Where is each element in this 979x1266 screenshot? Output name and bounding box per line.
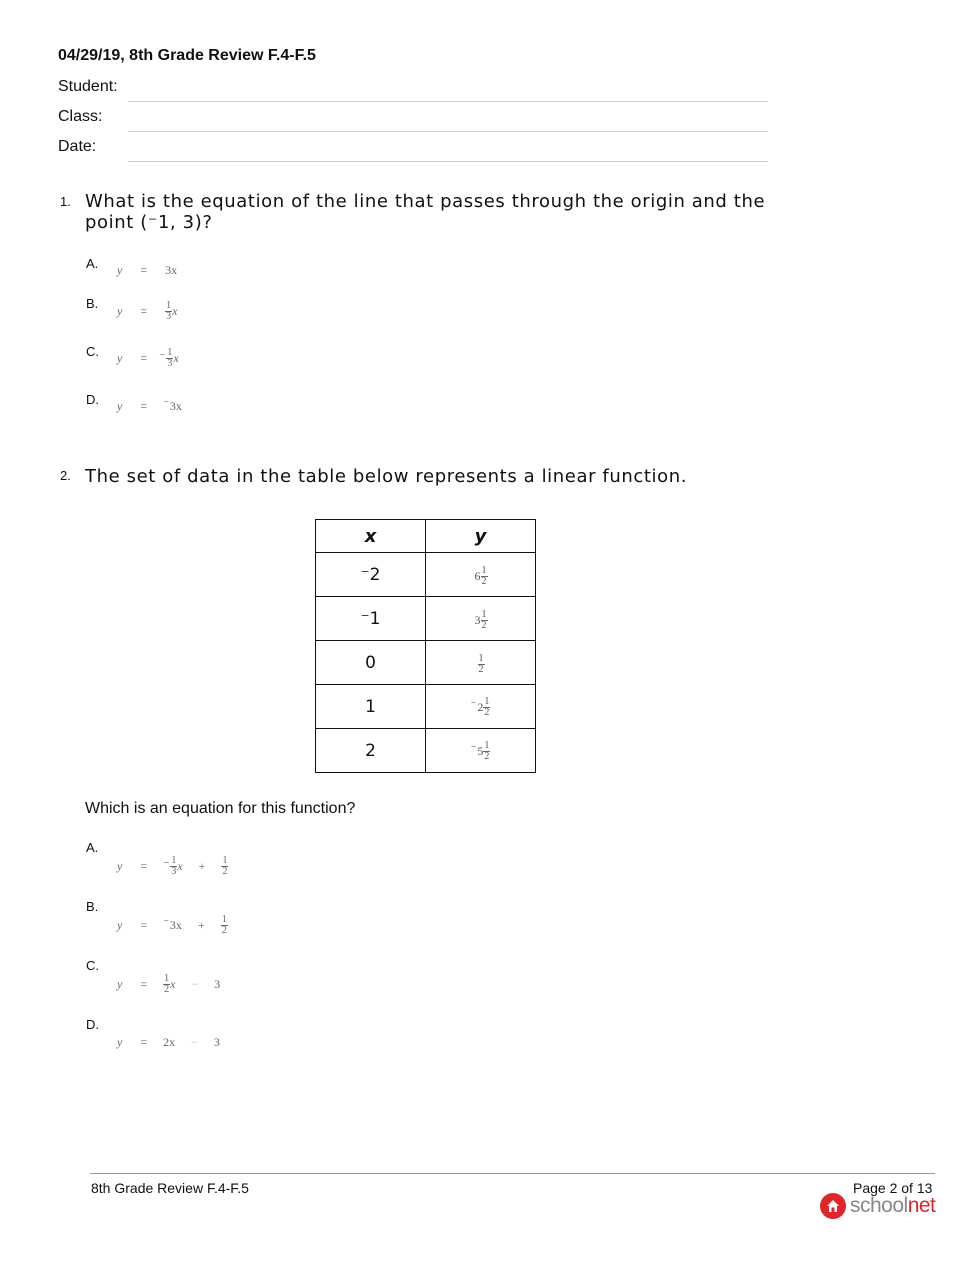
date-line [128,161,768,162]
table-header-x: x [316,520,426,553]
table-cell-x: ⁻2 [316,553,426,597]
frac-den: 3 [171,865,177,877]
math-eq: = [140,398,148,413]
math-fraction [483,697,490,718]
math-var: x [177,858,183,873]
table-header-y: y [426,520,536,553]
math-operator: − [191,976,199,991]
math-var: y [117,350,123,365]
table-cell-y [426,553,536,597]
frac-num: 1 [484,739,490,751]
table-row [316,685,536,729]
schoolnet-logo [820,1193,935,1219]
frac-den: 3 [167,357,173,369]
q1-option-c-math [117,341,179,375]
frac-den: 2 [484,706,490,718]
math-eq: = [140,262,148,277]
math-constant: 3 [213,1034,220,1049]
question-2-number: 2. [60,468,71,483]
q1-option-b-label: B. [86,296,99,311]
student-label: Student: [58,78,118,95]
math-var: x [172,303,178,318]
logo-text [850,1194,935,1218]
table-cell-x: 0 [316,641,426,685]
math-fraction [478,654,485,675]
house-icon [820,1193,846,1219]
frac-num: 1 [481,565,487,577]
math-var: y [117,858,123,873]
table-row [316,641,536,685]
q1-option-a-label: A. [86,256,99,271]
math-sign: ⁻ [470,742,477,755]
frac-num: 1 [164,972,170,984]
frac-num: 1 [221,913,227,925]
table-cell-x: 1 [316,685,426,729]
q2-option-b-math [117,908,228,942]
frac-den: 2 [484,750,490,762]
frac-num: 1 [166,299,172,311]
table-cell-x: ⁻1 [316,597,426,641]
q2-option-a-label: A. [86,840,99,855]
math-var: y [117,398,123,413]
table-cell-y [426,685,536,729]
math-whole: 6 [474,569,481,584]
math-var: y [117,1034,123,1049]
frac-den: 2 [481,620,487,632]
math-constant: 3 [214,976,221,991]
math-sign: ⁻ [163,916,169,929]
math-operator: + [198,858,206,873]
q2-option-c-math [117,967,220,1001]
frac-den: 3 [166,310,172,322]
math-eq: = [140,976,148,991]
math-var: y [117,303,123,318]
question-2-prompt: Which is an equation for this function? [85,800,356,817]
frac-num: 1 [222,854,228,866]
math-sign: ⁻ [163,397,169,410]
table-cell-y [426,729,536,773]
math-sign: − [159,349,166,361]
math-eq: = [140,917,148,932]
math-whole: 5 [477,743,484,758]
math-eq: = [140,1034,148,1049]
class-line [128,131,768,132]
data-table [315,519,536,773]
table-cell-x: 2 [316,729,426,773]
table-row [316,553,536,597]
document-title: 04/29/19, 8th Grade Review F.4-F.5 [58,47,316,64]
student-line [128,101,768,102]
math-var: x [170,976,176,991]
q2-option-a-math [117,849,228,883]
frac-num: 1 [484,695,490,707]
q2-option-d-label: D. [86,1017,99,1032]
math-whole: 3 [474,613,481,628]
page-number: Page 2 of 13 [853,1180,933,1196]
q1-option-d-label: D. [86,392,99,407]
math-var: y [117,262,123,277]
question-1-number: 1. [60,194,71,209]
table-row [316,597,536,641]
math-fraction [483,741,490,762]
frac-num: 1 [481,609,487,621]
math-term: 2x [163,1034,176,1049]
question-1-text: What is the equation of the line that passes through the origin and the point (⁻1, 3)? [85,191,766,233]
math-operator: − [191,1034,198,1049]
math-whole: 2 [477,699,484,714]
frac-den: 2 [481,576,487,588]
frac-den: 2 [222,865,228,877]
math-var: y [117,917,123,932]
math-fraction [481,610,488,631]
math-eq: = [140,303,148,318]
date-label: Date: [58,138,97,155]
class-label: Class: [58,108,103,125]
math-var: x [173,350,179,365]
logo-text-school: school [850,1194,908,1217]
frac-num: 1 [478,653,484,665]
frac-den: 2 [221,924,227,936]
frac-den: 2 [478,664,484,676]
footer-document-name: 8th Grade Review F.4-F.5 [91,1180,249,1196]
math-fraction [221,856,228,877]
logo-text-net: net [907,1194,936,1217]
table-header-row [316,520,536,553]
math-rhs: 3x [169,398,182,413]
q1-option-d-math [117,389,182,423]
math-eq: = [140,350,148,365]
q2-option-c-label: C. [86,958,99,973]
math-var: y [117,976,123,991]
math-sign: − [163,857,170,869]
math-fraction [221,915,228,936]
math-eq: = [140,858,148,873]
footer-divider [90,1173,935,1174]
math-operator: + [197,917,205,932]
math-rhs: 3x [165,262,178,277]
table-row [316,729,536,773]
frac-num: 1 [171,854,177,866]
q1-option-b-math [117,294,177,328]
math-term: 3x [169,917,182,932]
frac-den: 2 [164,983,170,995]
q2-option-d-math [117,1025,220,1059]
math-sign: ⁻ [470,698,477,711]
table-cell-y [426,641,536,685]
q2-option-b-label: B. [86,899,99,914]
q1-option-c-label: C. [86,344,99,359]
question-2-text: The set of data in the table below represents a linear function. [85,466,688,487]
frac-num: 1 [167,346,173,358]
table-cell-y [426,597,536,641]
q1-option-a-math [117,253,177,287]
math-fraction [481,566,488,587]
